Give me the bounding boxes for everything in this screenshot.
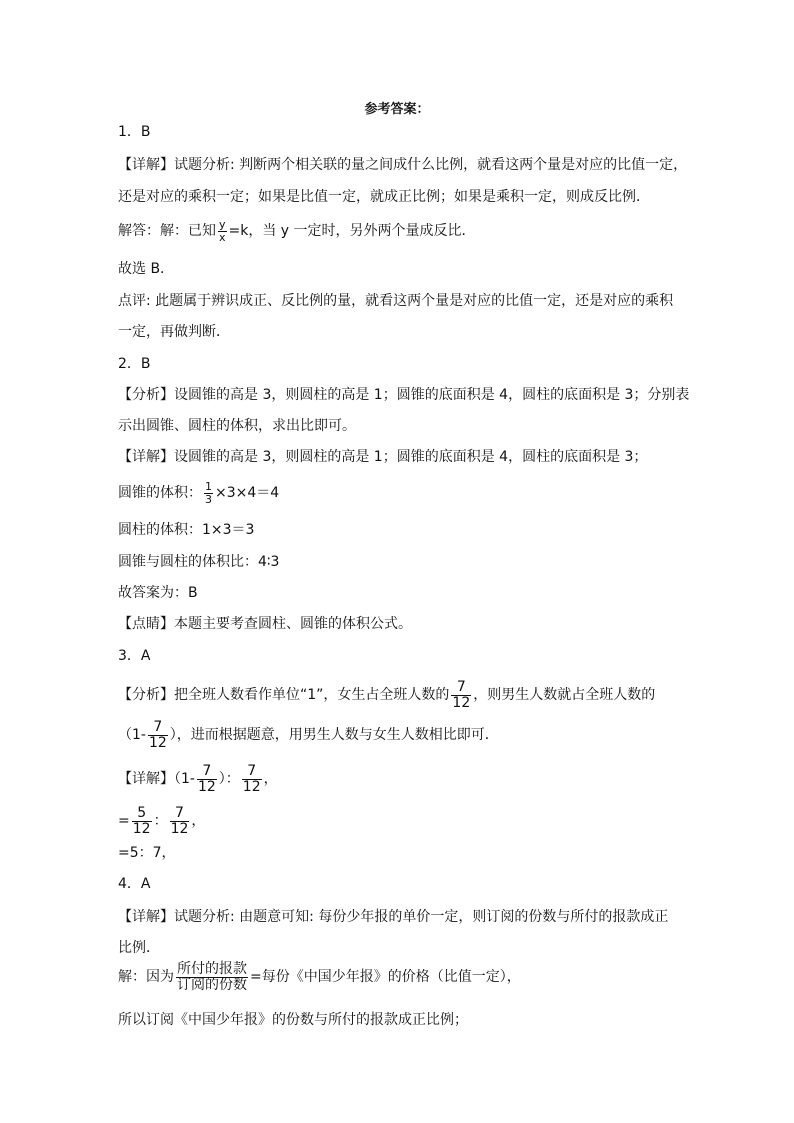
answer-4-label: 4．A bbox=[118, 876, 151, 892]
fraction-y-over-x bbox=[218, 219, 227, 243]
fraction-denominator: 12 bbox=[197, 778, 216, 795]
answer-2-analysis-line-2: 示出圆锥、圆柱的体积，求出比即可。 bbox=[118, 418, 356, 434]
fraction-denominator: x bbox=[219, 230, 226, 244]
answer-3-detail-line-1 bbox=[118, 764, 278, 794]
answer-1-solution-text-b: =k，当 y 一定时，另外两个量成反比． bbox=[228, 223, 476, 240]
answer-3-detail-text-b: ）： bbox=[218, 771, 240, 788]
fraction-denominator: 3 bbox=[205, 492, 212, 506]
fraction-one-third bbox=[204, 481, 213, 505]
answer-2-tip: 【点睛】本题主要考查圆柱、圆锥的体积公式。 bbox=[118, 616, 412, 632]
fraction-seven-twelfths bbox=[242, 764, 262, 794]
answer-3-detail-text-e: ： bbox=[153, 813, 168, 830]
answer-3-detail-text-a: 【详解】（1- bbox=[118, 771, 195, 788]
answer-3-analysis-text-c: （1- bbox=[118, 727, 146, 744]
fraction-numerator: 7 bbox=[197, 764, 217, 780]
fraction-numerator: 7 bbox=[242, 764, 262, 780]
answer-4-solution-line-1 bbox=[118, 962, 521, 992]
fraction-denominator: 12 bbox=[242, 778, 261, 795]
answer-1-solution bbox=[118, 219, 476, 243]
answer-1-comment-line-1: 点评: 此题属于辨识成正、反比例的量，就看这两个量是对应的比值一定，还是对应的乘积 bbox=[118, 293, 674, 309]
answer-4-detail-line-1: 【详解】试题分析: 由题意可知: 每份少年报的单价一定，则订阅的份数与所付的报款成正 bbox=[118, 909, 669, 925]
answer-3-analysis-text-d: ），进而根据题意，用男生人数与女生人数相比即可． bbox=[169, 727, 499, 744]
fraction-seven-twelfths bbox=[451, 680, 471, 710]
fraction-seven-twelfths bbox=[148, 720, 168, 750]
cone-volume-line bbox=[118, 481, 279, 505]
answer-3-label: 3．A bbox=[118, 648, 151, 664]
answer-1-solution-text-a: 解答：解：已知 bbox=[118, 223, 216, 240]
fraction-seven-twelfths bbox=[170, 806, 190, 836]
volume-ratio-line: 圆锥与圆柱的体积比：4∶3 bbox=[118, 554, 280, 570]
fraction-five-twelfths bbox=[132, 806, 152, 836]
answer-1-choice: 故选 B． bbox=[118, 261, 175, 277]
fraction-numerator: 1 bbox=[205, 480, 212, 493]
answer-3-detail-line-3: =5：7， bbox=[118, 845, 176, 861]
fraction-denominator: 12 bbox=[170, 820, 189, 837]
fraction-numerator: 7 bbox=[451, 680, 471, 696]
answer-3-analysis-line-1 bbox=[118, 680, 655, 710]
answer-4-solution-text-b: =每份《中国少年报》的价格（比值一定）， bbox=[250, 969, 521, 986]
answer-3-analysis-line-2 bbox=[118, 720, 499, 750]
answer-1-detail-line-1: 【详解】试题分析: 判断两个相关联的量之间成什么比例，就看这两个量是对应的比值一定， bbox=[118, 157, 688, 173]
answer-3-analysis-text-a: 【分析】把全班人数看作单位“1”，女生占全班人数的 bbox=[118, 687, 450, 704]
fraction-numerator: 5 bbox=[132, 806, 152, 822]
answer-3-detail-text-f: ， bbox=[191, 813, 206, 830]
fraction-numerator: y bbox=[219, 218, 226, 231]
answer-2-final: 故答案为：B bbox=[118, 585, 198, 601]
answer-3-detail-line-2 bbox=[118, 806, 205, 836]
answer-3-detail-text-c: ， bbox=[263, 771, 278, 788]
fraction-payment-over-copies bbox=[176, 962, 248, 992]
answer-4-solution-line-2: 所以订阅《中国少年报》的份数与所付的报款成正比例； bbox=[118, 1012, 468, 1028]
fraction-numerator: 7 bbox=[148, 720, 168, 736]
answer-4-detail-line-2: 比例． bbox=[118, 940, 160, 956]
fraction-denominator: 订阅的份数 bbox=[177, 976, 247, 993]
cylinder-volume-line: 圆柱的体积：1×3＝3 bbox=[118, 522, 255, 538]
answer-2-analysis-line-1: 【分析】设圆锥的高是 3，则圆柱的高是 1；圆锥的底面积是 4，圆柱的底面积是 3；分别表 bbox=[118, 387, 690, 403]
answer-1-detail-line-2: 还是对应的乘积一定；如果是比值一定，就成正比例；如果是乘积一定，则成反比例． bbox=[118, 189, 650, 205]
answer-3-detail-text-d: = bbox=[118, 813, 130, 830]
fraction-denominator: 12 bbox=[132, 820, 151, 837]
answer-3-analysis-text-b: ，则男生人数就占全班人数的 bbox=[473, 687, 656, 704]
fraction-denominator: 12 bbox=[452, 694, 471, 711]
fraction-denominator: 12 bbox=[148, 734, 167, 751]
fraction-seven-twelfths bbox=[197, 764, 217, 794]
fraction-numerator: 7 bbox=[170, 806, 190, 822]
fraction-numerator: 所付的报款 bbox=[177, 961, 247, 977]
answer-2-detail: 【详解】设圆锥的高是 3，则圆柱的高是 1；圆锥的底面积是 4，圆柱的底面积是 3； bbox=[118, 449, 648, 465]
answer-1-label: 1．B bbox=[118, 124, 151, 140]
answer-1-comment-line-2: 一定，再做判断． bbox=[118, 324, 230, 340]
cone-volume-text-b: ×3×4＝4 bbox=[215, 485, 280, 502]
cone-volume-text-a: 圆锥的体积： bbox=[118, 485, 202, 502]
answer-4-solution-text-a: 解：因为 bbox=[118, 969, 174, 986]
page-title: 参考答案： bbox=[364, 102, 430, 117]
answer-2-label: 2．B bbox=[118, 356, 151, 372]
